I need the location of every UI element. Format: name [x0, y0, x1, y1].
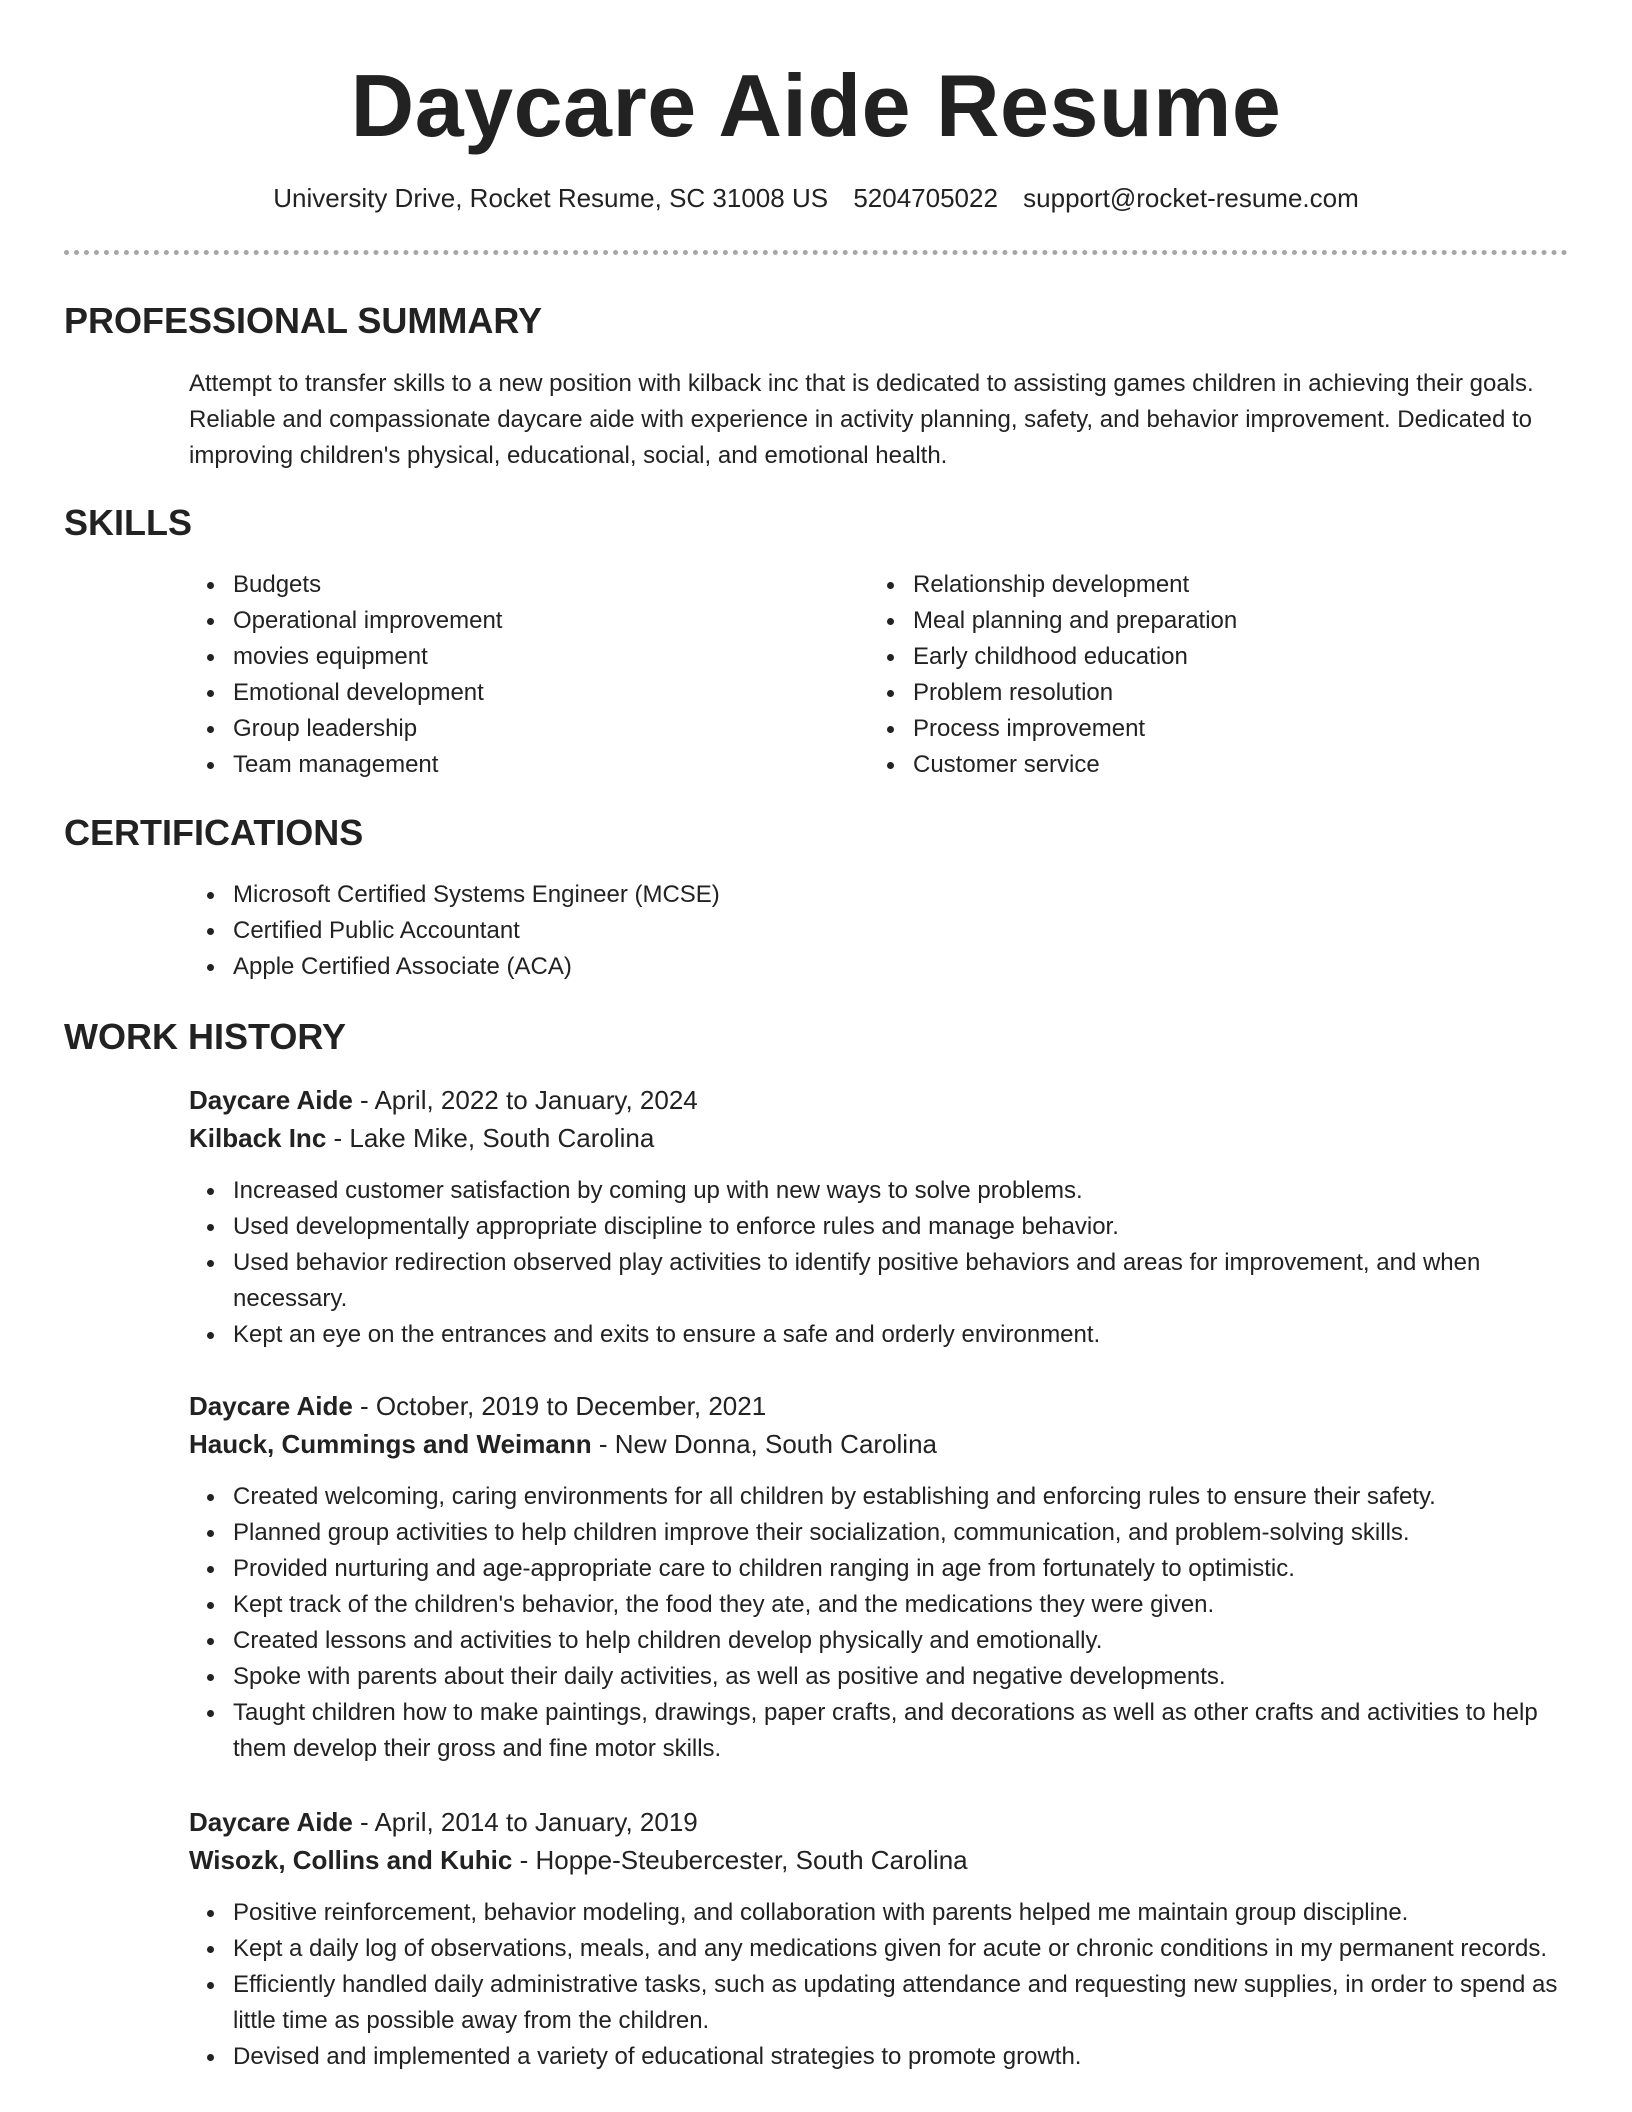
job-company: Wisozk, Collins and Kuhic: [189, 1845, 513, 1875]
job-dates: - April, 2022 to January, 2024: [352, 1085, 698, 1115]
job-title-line: [189, 1081, 1569, 1119]
job-duty: Provided nurturing and age-appropriate care to children ranging in age from fortunately to optimistic.: [233, 1551, 1593, 1587]
job-title-line: [189, 1803, 1569, 1841]
skill-item: Budgets: [233, 567, 853, 603]
section-title-certifications: CERTIFICATIONS: [64, 812, 364, 853]
job-location: - New Donna, South Carolina: [591, 1429, 937, 1459]
job-role: Daycare Aide: [189, 1391, 353, 1421]
job-role: Daycare Aide: [189, 1085, 353, 1115]
header-divider: [64, 250, 1568, 255]
job-company-line: [189, 1425, 1569, 1463]
skill-item: Relationship development: [913, 567, 1533, 603]
skill-item: Meal planning and preparation: [913, 603, 1533, 639]
skills-list-left: [189, 567, 853, 783]
job-role: Daycare Aide: [189, 1807, 353, 1837]
job-company: Hauck, Cummings and Weimann: [189, 1429, 592, 1459]
contact-email: support@rocket-resume.com: [1023, 183, 1359, 213]
skill-item: Customer service: [913, 747, 1533, 783]
job-entry: [189, 1387, 1569, 1767]
job-duties-list: [189, 1895, 1593, 2075]
job-dates: - April, 2014 to January, 2019: [352, 1807, 698, 1837]
contact-address: University Drive, Rocket Resume, SC 31008 US: [273, 183, 829, 213]
job-duty: Positive reinforcement, behavior modeling, and collaboration with parents helped me maintain group discipline.: [233, 1895, 1593, 1931]
skill-item: Early childhood education: [913, 639, 1533, 675]
job-duty: Created lessons and activities to help children develop physically and emotionally.: [233, 1623, 1593, 1659]
certification-item: Microsoft Certified Systems Engineer (MCSE): [233, 877, 1533, 913]
job-company: Kilback Inc: [189, 1123, 327, 1153]
job-entry: [189, 1081, 1569, 1353]
job-duty: Planned group activities to help children improve their socialization, communication, and problem-solving skills.: [233, 1515, 1593, 1551]
skill-item: Problem resolution: [913, 675, 1533, 711]
section-title-skills: SKILLS: [64, 502, 193, 543]
job-duty: Kept a daily log of observations, meals, and any medications given for acute or chronic conditions in my permanent records.: [233, 1931, 1593, 1967]
skill-item: movies equipment: [233, 639, 853, 675]
certifications-list: [189, 877, 1533, 985]
job-duty: Devised and implemented a variety of educational strategies to promote growth.: [233, 2039, 1593, 2075]
job-duty: Increased customer satisfaction by coming up with new ways to solve problems.: [233, 1173, 1593, 1209]
job-duty: Created welcoming, caring environments for all children by establishing and enforcing rules to ensure their safety.: [233, 1479, 1593, 1515]
contact-line: [0, 180, 1632, 216]
skill-item: Emotional development: [233, 675, 853, 711]
job-duty: Kept an eye on the entrances and exits to ensure a safe and orderly environment.: [233, 1317, 1593, 1353]
skill-item: Team management: [233, 747, 853, 783]
skill-item: Process improvement: [913, 711, 1533, 747]
skills-list-right: [869, 567, 1533, 783]
job-dates: - October, 2019 to December, 2021: [352, 1391, 767, 1421]
job-duty: Used behavior redirection observed play activities to identify positive behaviors and areas for improvement, and when necessary.: [233, 1245, 1593, 1317]
job-duties-list: [189, 1173, 1593, 1353]
job-company-line: [189, 1841, 1569, 1879]
skill-item: Group leadership: [233, 711, 853, 747]
certification-item: Certified Public Accountant: [233, 913, 1533, 949]
resume-title: Daycare Aide Resume: [350, 56, 1282, 155]
contact-phone: 5204705022: [853, 183, 998, 213]
job-duty: Spoke with parents about their daily activities, as well as positive and negative developments.: [233, 1659, 1593, 1695]
section-title-summary: PROFESSIONAL SUMMARY: [64, 300, 543, 341]
job-duties-list: [189, 1479, 1593, 1767]
job-entry: [189, 1803, 1569, 2075]
job-title-line: [189, 1387, 1569, 1425]
job-duty: Efficiently handled daily administrative tasks, such as updating attendance and requesting new supplies, in order to spend as little time as possible away from the children.: [233, 1967, 1593, 2039]
skill-item: Operational improvement: [233, 603, 853, 639]
certification-item: Apple Certified Associate (ACA): [233, 949, 1533, 985]
job-company-line: [189, 1119, 1569, 1157]
job-location: - Hoppe-Steubercester, South Carolina: [512, 1845, 968, 1875]
job-duty: Used developmentally appropriate discipline to enforce rules and manage behavior.: [233, 1209, 1593, 1245]
job-duty: Taught children how to make paintings, drawings, paper crafts, and decorations as well as other crafts and activities to help them develop their gross and fine motor skills.: [233, 1695, 1593, 1767]
summary-text: Attempt to transfer skills to a new position with kilback inc that is dedicated to assisting games children in achieving their goals. Reliable and compassionate daycare aide with experience in activity planning, safety, and behavior improvement. Dedicated to improving children's physical, educational, social, and emotional health.: [189, 370, 1534, 469]
section-title-work-history: WORK HISTORY: [64, 1016, 347, 1057]
job-duty: Kept track of the children's behavior, the food they ate, and the medications they were given.: [233, 1587, 1593, 1623]
job-location: - Lake Mike, South Carolina: [326, 1123, 655, 1153]
